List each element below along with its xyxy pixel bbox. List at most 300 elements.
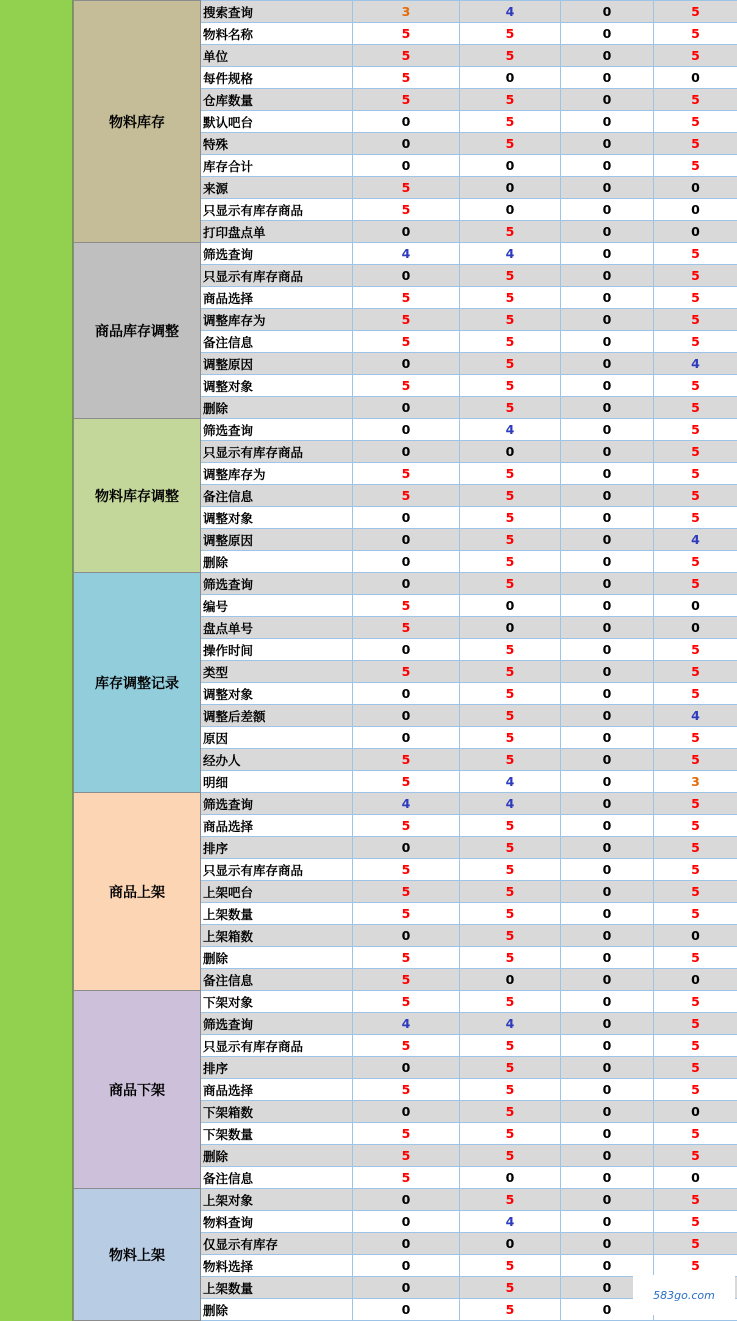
- item-name: 筛选查询: [201, 573, 353, 595]
- score-cell: 0: [561, 1101, 654, 1123]
- score-cell: 0: [353, 683, 460, 705]
- score-cell: 5: [654, 1, 737, 23]
- score-cell: 0: [654, 925, 737, 947]
- score-cell: 5: [460, 1255, 561, 1277]
- score-cell: 5: [460, 89, 561, 111]
- score-cell: 4: [460, 1211, 561, 1233]
- score-cell: 0: [561, 595, 654, 617]
- score-cell: 0: [561, 881, 654, 903]
- item-name: 筛选查询: [201, 793, 353, 815]
- item-name: 备注信息: [201, 969, 353, 991]
- score-cell: 0: [561, 419, 654, 441]
- item-name: 删除: [201, 1299, 353, 1321]
- score-cell: 0: [561, 287, 654, 309]
- score-cell: 5: [654, 331, 737, 353]
- score-cell: 5: [654, 419, 737, 441]
- score-cell: 0: [654, 67, 737, 89]
- score-cell: 0: [353, 441, 460, 463]
- table-row: [74, 793, 737, 815]
- score-cell: 5: [460, 353, 561, 375]
- score-cell: 0: [561, 155, 654, 177]
- item-name: 库存合计: [201, 155, 353, 177]
- score-cell: 0: [561, 1255, 654, 1277]
- item-name: 排序: [201, 837, 353, 859]
- item-name: 调整库存为: [201, 463, 353, 485]
- score-cell: 5: [460, 749, 561, 771]
- score-cell: 0: [460, 177, 561, 199]
- score-cell: 5: [654, 661, 737, 683]
- score-cell: 0: [353, 705, 460, 727]
- item-name: 上架箱数: [201, 925, 353, 947]
- score-cell: 0: [561, 1013, 654, 1035]
- score-cell: 0: [561, 683, 654, 705]
- section-title: 物料库存调整: [74, 419, 201, 573]
- score-cell: 0: [353, 925, 460, 947]
- score-cell: 5: [460, 111, 561, 133]
- score-cell: 5: [353, 1079, 460, 1101]
- score-cell: 0: [561, 1079, 654, 1101]
- item-name: 上架对象: [201, 1189, 353, 1211]
- score-cell: 5: [460, 991, 561, 1013]
- score-cell: 5: [353, 1123, 460, 1145]
- score-cell: 5: [654, 551, 737, 573]
- score-cell: 0: [353, 1233, 460, 1255]
- score-cell: 0: [561, 1035, 654, 1057]
- score-cell: 5: [460, 1079, 561, 1101]
- score-cell: 0: [561, 947, 654, 969]
- score-cell: 0: [561, 551, 654, 573]
- score-cell: 4: [353, 793, 460, 815]
- score-cell: 0: [561, 375, 654, 397]
- score-cell: 5: [654, 485, 737, 507]
- item-name: 打印盘点单: [201, 221, 353, 243]
- score-cell: 0: [561, 969, 654, 991]
- section-title: 商品上架: [74, 793, 201, 991]
- score-cell: 5: [460, 485, 561, 507]
- score-cell: 5: [654, 397, 737, 419]
- item-name: 编号: [201, 595, 353, 617]
- score-cell: 5: [353, 331, 460, 353]
- score-cell: 0: [561, 991, 654, 1013]
- score-cell: 0: [353, 573, 460, 595]
- item-name: 仓库数量: [201, 89, 353, 111]
- score-cell: 0: [561, 45, 654, 67]
- score-cell: 5: [654, 507, 737, 529]
- score-cell: 0: [561, 507, 654, 529]
- score-cell: 5: [460, 1189, 561, 1211]
- score-cell: 5: [353, 309, 460, 331]
- score-cell: 5: [460, 947, 561, 969]
- score-cell: 0: [460, 595, 561, 617]
- item-name: 物料查询: [201, 1211, 353, 1233]
- score-cell: 0: [561, 1233, 654, 1255]
- score-cell: 0: [654, 617, 737, 639]
- item-name: 调整后差额: [201, 705, 353, 727]
- score-cell: 5: [654, 45, 737, 67]
- score-cell: 0: [353, 1101, 460, 1123]
- section-title: 物料上架: [74, 1189, 201, 1321]
- score-cell: 5: [654, 89, 737, 111]
- score-cell: 5: [460, 705, 561, 727]
- score-cell: 5: [654, 837, 737, 859]
- score-cell: 5: [460, 23, 561, 45]
- score-cell: 0: [561, 309, 654, 331]
- section-title: 库存调整记录: [74, 573, 201, 793]
- score-cell: 0: [561, 89, 654, 111]
- score-cell: 5: [460, 683, 561, 705]
- score-cell: 5: [353, 815, 460, 837]
- score-cell: 5: [353, 1145, 460, 1167]
- score-cell: 0: [353, 111, 460, 133]
- score-cell: 0: [353, 1255, 460, 1277]
- score-cell: 5: [654, 1211, 737, 1233]
- item-name: 只显示有库存商品: [201, 1035, 353, 1057]
- score-cell: 3: [353, 1, 460, 23]
- score-cell: 5: [460, 287, 561, 309]
- item-name: 只显示有库存商品: [201, 265, 353, 287]
- score-cell: 0: [561, 903, 654, 925]
- score-cell: 5: [654, 1189, 737, 1211]
- score-cell: 0: [654, 1101, 737, 1123]
- score-cell: 0: [561, 397, 654, 419]
- score-cell: 5: [654, 111, 737, 133]
- score-cell: 5: [654, 133, 737, 155]
- score-cell: 4: [654, 705, 737, 727]
- score-cell: 5: [654, 573, 737, 595]
- item-name: 删除: [201, 397, 353, 419]
- score-cell: 5: [654, 1013, 737, 1035]
- item-name: 备注信息: [201, 1167, 353, 1189]
- score-cell: 4: [460, 419, 561, 441]
- score-cell: 5: [353, 617, 460, 639]
- score-cell: 5: [654, 793, 737, 815]
- score-cell: 4: [460, 793, 561, 815]
- score-cell: 4: [460, 1, 561, 23]
- score-cell: 5: [460, 133, 561, 155]
- score-cell: 0: [561, 133, 654, 155]
- item-name: 默认吧台: [201, 111, 353, 133]
- score-cell: 5: [654, 1233, 737, 1255]
- item-name: 搜索查询: [201, 1, 353, 23]
- score-cell: 5: [460, 221, 561, 243]
- item-name: 筛选查询: [201, 243, 353, 265]
- score-cell: 0: [561, 67, 654, 89]
- item-name: 类型: [201, 661, 353, 683]
- item-name: 上架数量: [201, 903, 353, 925]
- score-cell: 0: [460, 155, 561, 177]
- score-cell: 0: [561, 23, 654, 45]
- item-name: 删除: [201, 947, 353, 969]
- score-cell: 0: [561, 441, 654, 463]
- score-cell: 5: [353, 991, 460, 1013]
- score-cell: 0: [654, 177, 737, 199]
- item-name: 调整对象: [201, 375, 353, 397]
- score-cell: 4: [353, 1013, 460, 1035]
- score-cell: 0: [353, 265, 460, 287]
- score-cell: 0: [353, 507, 460, 529]
- table-row: [74, 1189, 737, 1211]
- score-cell: 5: [460, 1145, 561, 1167]
- score-cell: 0: [561, 243, 654, 265]
- score-cell: 0: [353, 1189, 460, 1211]
- score-cell: 5: [353, 1035, 460, 1057]
- score-cell: 5: [654, 1145, 737, 1167]
- item-name: 调整原因: [201, 529, 353, 551]
- score-cell: 0: [460, 969, 561, 991]
- item-name: 调整对象: [201, 507, 353, 529]
- item-name: 调整原因: [201, 353, 353, 375]
- score-cell: 5: [460, 309, 561, 331]
- score-cell: 5: [353, 1167, 460, 1189]
- item-name: 筛选查询: [201, 419, 353, 441]
- score-cell: 5: [654, 1035, 737, 1057]
- score-cell: 0: [353, 221, 460, 243]
- score-cell: 0: [561, 815, 654, 837]
- score-cell: 5: [460, 1035, 561, 1057]
- item-name: 来源: [201, 177, 353, 199]
- score-cell: 0: [561, 573, 654, 595]
- permission-table: [73, 0, 737, 1321]
- score-cell: 4: [460, 771, 561, 793]
- score-cell: 4: [654, 529, 737, 551]
- section-title: 商品库存调整: [74, 243, 201, 419]
- score-cell: 5: [460, 1277, 561, 1299]
- score-cell: 0: [353, 727, 460, 749]
- item-name: 删除: [201, 551, 353, 573]
- score-cell: 5: [353, 771, 460, 793]
- item-name: 只显示有库存商品: [201, 859, 353, 881]
- score-cell: 5: [654, 881, 737, 903]
- score-cell: 0: [561, 1211, 654, 1233]
- score-cell: 0: [353, 1211, 460, 1233]
- score-cell: 0: [561, 771, 654, 793]
- item-name: 只显示有库存商品: [201, 199, 353, 221]
- score-cell: 5: [460, 727, 561, 749]
- score-cell: 0: [353, 353, 460, 375]
- score-cell: 5: [460, 507, 561, 529]
- item-name: 单位: [201, 45, 353, 67]
- score-cell: 5: [654, 1057, 737, 1079]
- score-cell: 0: [561, 859, 654, 881]
- score-cell: 5: [460, 837, 561, 859]
- score-cell: 0: [654, 1167, 737, 1189]
- score-cell: 0: [353, 837, 460, 859]
- item-name: 原因: [201, 727, 353, 749]
- item-name: 调整对象: [201, 683, 353, 705]
- score-cell: 0: [561, 1145, 654, 1167]
- score-cell: 5: [460, 1299, 561, 1321]
- score-cell: 5: [353, 485, 460, 507]
- score-cell: 5: [460, 903, 561, 925]
- table-row: [74, 991, 737, 1013]
- score-cell: 0: [654, 221, 737, 243]
- score-cell: 0: [353, 551, 460, 573]
- score-cell: 5: [460, 45, 561, 67]
- score-cell: 4: [654, 353, 737, 375]
- score-cell: 0: [654, 199, 737, 221]
- score-cell: 5: [460, 1057, 561, 1079]
- item-name: 备注信息: [201, 485, 353, 507]
- score-cell: 5: [353, 749, 460, 771]
- item-name: 下架箱数: [201, 1101, 353, 1123]
- score-cell: 0: [353, 1299, 460, 1321]
- score-cell: 0: [561, 705, 654, 727]
- score-cell: 5: [460, 529, 561, 551]
- score-cell: 0: [561, 177, 654, 199]
- item-name: 经办人: [201, 749, 353, 771]
- score-cell: 5: [654, 1079, 737, 1101]
- score-cell: 5: [353, 89, 460, 111]
- score-cell: 5: [353, 67, 460, 89]
- score-cell: 0: [561, 617, 654, 639]
- score-cell: 0: [561, 1123, 654, 1145]
- score-cell: 0: [561, 353, 654, 375]
- score-cell: 5: [654, 441, 737, 463]
- score-cell: 0: [561, 1, 654, 23]
- score-cell: 5: [353, 375, 460, 397]
- score-cell: 4: [353, 243, 460, 265]
- score-cell: 0: [561, 111, 654, 133]
- score-cell: 4: [460, 1013, 561, 1035]
- score-cell: 0: [353, 529, 460, 551]
- score-cell: 5: [460, 573, 561, 595]
- section-title: 商品下架: [74, 991, 201, 1189]
- score-cell: 0: [561, 837, 654, 859]
- item-name: 筛选查询: [201, 1013, 353, 1035]
- score-cell: 5: [460, 881, 561, 903]
- score-cell: 0: [561, 265, 654, 287]
- score-cell: 0: [561, 925, 654, 947]
- score-cell: 5: [460, 397, 561, 419]
- score-cell: 5: [353, 287, 460, 309]
- table-row: [74, 573, 737, 595]
- score-cell: 5: [460, 1123, 561, 1145]
- score-cell: 5: [460, 375, 561, 397]
- score-cell: 5: [460, 639, 561, 661]
- item-name: 商品选择: [201, 287, 353, 309]
- table-row: [74, 243, 737, 265]
- score-cell: 5: [654, 287, 737, 309]
- item-name: 排序: [201, 1057, 353, 1079]
- score-cell: 5: [654, 1123, 737, 1145]
- item-name: 只显示有库存商品: [201, 441, 353, 463]
- item-name: 下架对象: [201, 991, 353, 1013]
- score-cell: 5: [353, 463, 460, 485]
- score-cell: 0: [561, 1167, 654, 1189]
- score-cell: 5: [654, 683, 737, 705]
- score-cell: 4: [460, 243, 561, 265]
- score-cell: 5: [654, 749, 737, 771]
- score-cell: 0: [460, 617, 561, 639]
- score-cell: 0: [460, 67, 561, 89]
- score-cell: 0: [460, 1167, 561, 1189]
- score-cell: 5: [654, 1255, 737, 1277]
- score-cell: 5: [460, 265, 561, 287]
- score-cell: 5: [460, 815, 561, 837]
- score-cell: 5: [353, 969, 460, 991]
- score-cell: 5: [654, 903, 737, 925]
- score-cell: 5: [460, 463, 561, 485]
- table-row: [74, 419, 737, 441]
- watermark-text: 583go.com: [633, 1275, 735, 1315]
- item-name: 盘点单号: [201, 617, 353, 639]
- score-cell: 0: [353, 397, 460, 419]
- score-cell: 5: [654, 155, 737, 177]
- score-cell: 0: [561, 1057, 654, 1079]
- score-cell: 0: [353, 133, 460, 155]
- item-name: 下架数量: [201, 1123, 353, 1145]
- score-cell: 0: [460, 441, 561, 463]
- score-cell: 0: [353, 639, 460, 661]
- item-name: 每件规格: [201, 67, 353, 89]
- score-cell: 5: [654, 23, 737, 45]
- score-cell: 0: [460, 199, 561, 221]
- item-name: 物料选择: [201, 1255, 353, 1277]
- section-title: 物料库存: [74, 1, 201, 243]
- score-cell: 5: [353, 947, 460, 969]
- item-name: 特殊: [201, 133, 353, 155]
- score-cell: 5: [353, 595, 460, 617]
- score-cell: 5: [654, 243, 737, 265]
- score-cell: 5: [460, 661, 561, 683]
- score-cell: 5: [460, 551, 561, 573]
- table-row: [74, 1, 737, 23]
- item-name: 操作时间: [201, 639, 353, 661]
- score-cell: 0: [561, 661, 654, 683]
- score-cell: 5: [353, 199, 460, 221]
- score-cell: 0: [561, 639, 654, 661]
- item-name: 明细: [201, 771, 353, 793]
- score-cell: 0: [654, 969, 737, 991]
- item-name: 商品选择: [201, 815, 353, 837]
- item-name: 删除: [201, 1145, 353, 1167]
- item-name: 上架数量: [201, 1277, 353, 1299]
- score-cell: 0: [353, 419, 460, 441]
- score-cell: 0: [654, 595, 737, 617]
- score-cell: 5: [460, 859, 561, 881]
- score-cell: 5: [353, 23, 460, 45]
- score-cell: 0: [353, 1277, 460, 1299]
- item-name: 调整库存为: [201, 309, 353, 331]
- score-cell: 5: [460, 1101, 561, 1123]
- score-cell: 5: [353, 661, 460, 683]
- score-cell: 5: [654, 265, 737, 287]
- item-name: 物料名称: [201, 23, 353, 45]
- score-cell: 0: [561, 463, 654, 485]
- score-cell: 0: [561, 727, 654, 749]
- score-cell: 5: [460, 331, 561, 353]
- score-cell: 0: [353, 1057, 460, 1079]
- score-cell: 5: [654, 309, 737, 331]
- score-cell: 5: [654, 639, 737, 661]
- item-name: 仅显示有库存: [201, 1233, 353, 1255]
- score-cell: 5: [353, 859, 460, 881]
- score-cell: 0: [561, 1277, 654, 1299]
- score-cell: 5: [353, 177, 460, 199]
- score-cell: 5: [654, 375, 737, 397]
- score-cell: 0: [561, 331, 654, 353]
- score-cell: 0: [353, 155, 460, 177]
- item-name: 上架吧台: [201, 881, 353, 903]
- score-cell: 3: [654, 771, 737, 793]
- score-cell: 5: [353, 881, 460, 903]
- score-cell: 5: [654, 991, 737, 1013]
- score-cell: 0: [561, 485, 654, 507]
- score-cell: 5: [654, 859, 737, 881]
- item-name: 备注信息: [201, 331, 353, 353]
- left-color-column: [0, 0, 73, 1321]
- score-cell: 5: [353, 903, 460, 925]
